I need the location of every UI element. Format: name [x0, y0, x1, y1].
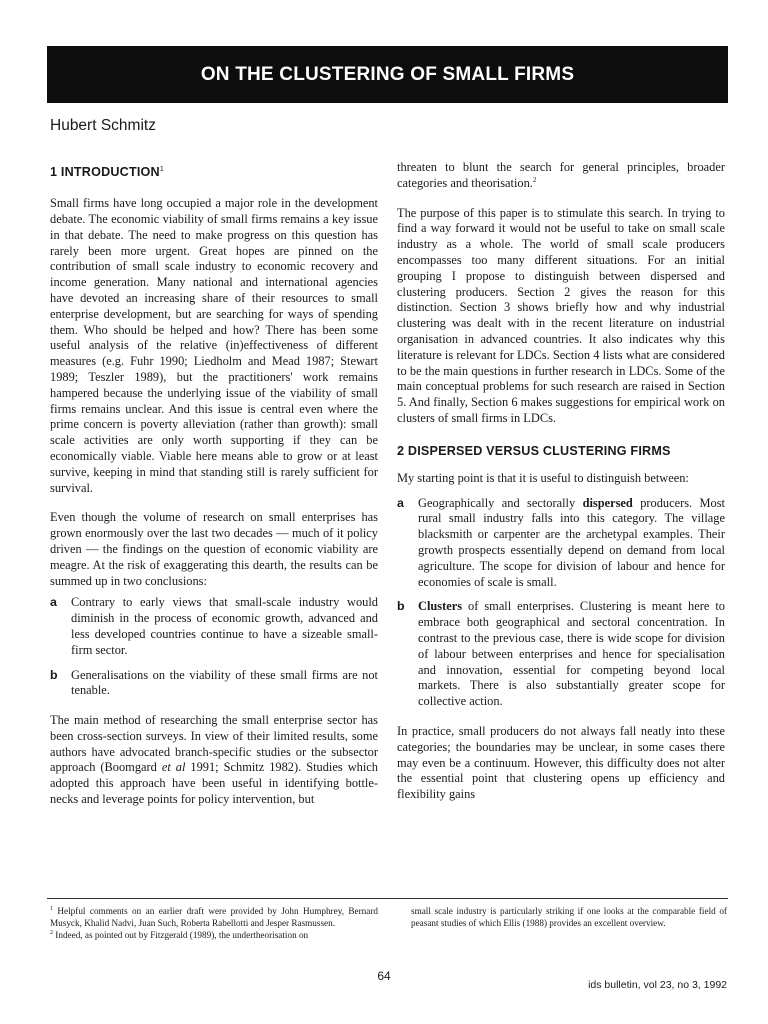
item-a-end: producers. Most rural small industry falls into this category. The village blacksmith or carpenter are the archetypal examples. Their growth prospects essentially depend on demand from local agriculture. The scope for division of labour and hence for economies of scale is small. — [418, 495, 726, 589]
conclusion-item-a — [50, 595, 378, 658]
section-1-heading-text: 1 INTRODUCTION — [50, 165, 160, 180]
list-marker-a: a — [50, 595, 57, 610]
section-2-heading: 2 DISPERSED VERSUS CLUSTERING FIRMS — [397, 443, 671, 458]
footnote-2-text: Indeed, as pointed out by Fitzgerald (1989), the undertheorisation on — [55, 930, 309, 941]
footnotes-right — [411, 905, 727, 929]
title-banner — [47, 46, 728, 103]
footnote-divider — [47, 898, 728, 899]
conclusion-text-b: Generalisations on the viability of these small firms are not tenable. — [71, 667, 378, 698]
intro-paragraph-4 — [397, 160, 725, 192]
category-item-a — [397, 496, 725, 591]
item-a-start: Geographically and sectorally — [418, 495, 583, 510]
category-text-a — [418, 496, 725, 591]
p4-text: threaten to blunt the search for general principles, broader categories and theorisation. — [397, 160, 725, 190]
page-number: 64 — [377, 969, 391, 983]
right-column — [397, 160, 725, 803]
p3-end: 1991; Schmitz 1982). Studies which adopted this approach have been useful in identifying bottle-necks and leverage points for policy intervention, but — [50, 760, 378, 807]
p3-etal: et al — [161, 760, 186, 775]
category-marker-b: b — [397, 599, 405, 614]
footnote-mark-2: 2 — [532, 175, 537, 184]
intro-paragraph-1: Small firms have long occupied a major role in the development debate. The economic viability of small firms remains a key issue in that debate. The need to make progress on this question has rarely been more urgent. Great hopes are pinned on the contribution of small scale industry to economic recovery and income generation. Many national and international agencies have devoted an increasing share of their resources to small enterprise development, but are searching for ways of spending them. Who should be helped and how? There has been some useful analysis of the relative (in)effectiveness of different measures (e.g. Fuhr 1990; Liedholm and Mead 1987; Stewart 1989; Teszler 1989), but the practitioners' work remains hampered because the underlying issue of the viability of small firms remains unclear. And this issue is central even where the prime concern is poverty alleviation (rather than growth): small scale activities are only worth supporting if they can be economically viable. Viable here means able to grow or at least survive, keeping in mind that standing still is rarely sufficient for survival. — [50, 196, 378, 495]
journal-reference: ids bulletin, vol 23, no 3, 1992 — [588, 979, 727, 991]
conclusion-item-b — [50, 668, 378, 700]
category-marker-a: a — [397, 495, 404, 510]
list-marker-b: b — [50, 667, 58, 682]
item-b-end: of small enterprises. Clustering is meant here to embrace both geographical and sectoral concentration. In contrast to the previous case, there is wide scope for division of labour between enterprises and hence for specialisation and innovation, essential for competing beyond local markets. There is also substantially greater scope for collective action. — [418, 599, 725, 709]
author-name: Hubert Schmitz — [50, 117, 156, 134]
intro-paragraph-5: The purpose of this paper is to stimulate this search. In trying to find a way forward it would not be useful to take on small scale industry as a whole. The world of small scale producers encompasses too many different situations. For an initial grouping I propose to distinguish between dispersed and clustering producers. Section 2 gives the reason for this distinction. Section 3 shows briefly how and why industrial clustering was dealt with in the recent literature on industrial organisation in advanced countries. It also indicates why this literature is relevant for LDCs. Section 4 lists what are considered to be the main questions in further research in LDCs. Some of the main conceptual problems for such research are raised in Section 5. And finally, Section 6 makes suggestions for empirical work on clusters of small firms in LDCs. — [397, 205, 725, 425]
section-2-paragraph-1: My starting point is that it is useful to distinguish between: — [397, 470, 689, 485]
conclusion-text-a: Contrary to early views that small-scale industry would diminish in the process of economic growth, advanced and less developed countries continue to have a sizeable small-firm sector. — [71, 595, 378, 657]
section-2-paragraph-2: In practice, small producers do not always fall neatly into these categories; the boundaries may be unclear, in some cases there may even be a continuum. However, this difficulty does not alter the essential point that clustering opens up efficiency and flexibility gains — [397, 723, 725, 802]
article-title: ON THE CLUSTERING OF SMALL FIRMS — [200, 63, 575, 85]
intro-paragraph-2: Even though the volume of research on small enterprises has grown enormously over the last two decades — much of it policy driven — the findings on the question of economic viability are meagre. At the risk of exaggerating this dearth, the results can be summed up in two conclusions: — [50, 510, 378, 588]
footnote-1-text: Helpful comments on an earlier draft were provided by John Humphrey, Bernard Musyck, Khalid Nadvi, Juan Such, Roberta Rabellotti and Jesper Rasmussen. — [50, 906, 378, 929]
section-1-heading — [50, 160, 378, 182]
footnote-2-mark: 2 — [50, 930, 53, 937]
footnote-mark-1: 1 — [159, 166, 164, 173]
left-column — [50, 160, 378, 808]
item-b-bold: Clusters — [418, 599, 463, 614]
item-a-bold: dispersed — [582, 495, 633, 510]
p3-start: The main method of researching the small enterprise sector has been cross-section surveys. In view of their limited results, some authors have advocated branch-specific studies or the subsector approach (Boomgard — [50, 713, 378, 775]
footnotes-left — [50, 905, 378, 942]
intro-paragraph-3 — [50, 713, 378, 808]
category-text-b — [418, 599, 725, 710]
footnote-2-continued: small scale industry is particularly striking if one looks at the comparable field of peasant studies of which Ellis (1988) provides an excellent overview. — [411, 906, 727, 929]
footnote-1 — [50, 905, 378, 929]
footnote-2 — [50, 929, 378, 941]
category-item-b — [397, 599, 725, 710]
footnote-1-mark: 1 — [50, 905, 53, 912]
